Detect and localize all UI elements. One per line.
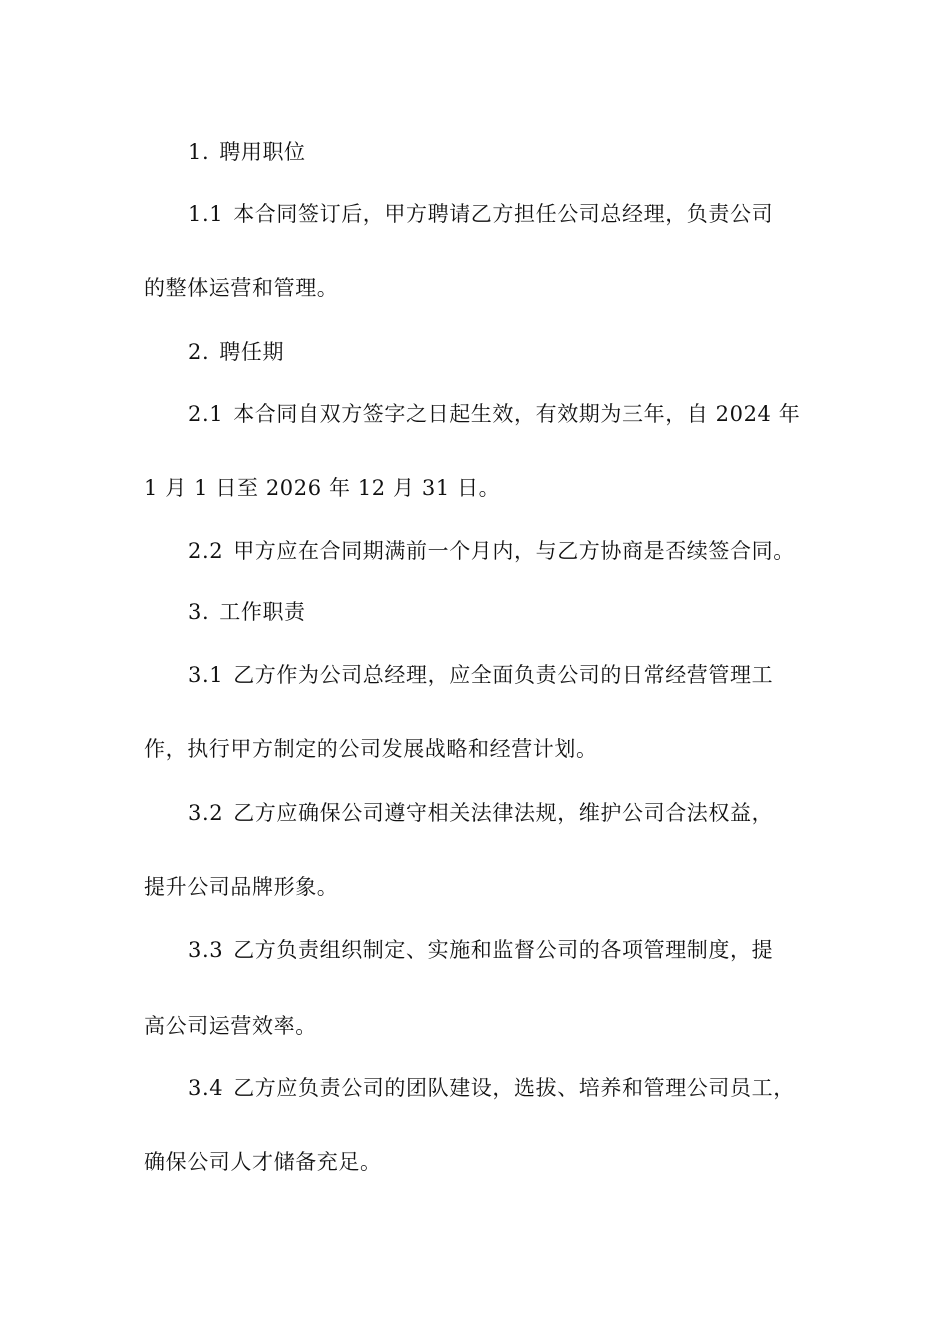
clause-1-1-line-1 xyxy=(188,200,773,228)
section-number: 2. xyxy=(188,340,210,364)
clause-2-2-line-1 xyxy=(188,537,795,565)
clause-1-1-line-2: 的整体运营和管理。 xyxy=(144,276,339,300)
clause-text: 乙方应负责公司的团队建设，选拔、培养和管理公司员工， xyxy=(233,1076,795,1100)
clause-text: 本合同签订后，甲方聘请乙方担任公司总经理，负责公司 xyxy=(233,202,774,226)
section-title: 聘用职位 xyxy=(219,140,306,164)
section-number: 1. xyxy=(188,140,210,164)
section-heading-3 xyxy=(188,598,306,626)
clause-text: 乙方应确保公司遵守相关法律法规，维护公司合法权益， xyxy=(233,801,774,825)
section-heading-1 xyxy=(188,138,306,166)
clause-number: 2.1 xyxy=(188,402,224,426)
section-heading-2 xyxy=(188,338,284,366)
clause-number: 2.2 xyxy=(188,539,224,563)
clause-number: 1.1 xyxy=(188,202,224,226)
clause-text: 乙方负责组织制定、实施和监督公司的各项管理制度，提 xyxy=(233,938,774,962)
clause-2-1-line-2: 1 月 1 日至 2026 年 12 月 31 日。 xyxy=(144,476,501,500)
clause-text: 本合同自双方签字之日起生效，有效期为三年，自 2024 年 xyxy=(233,402,801,426)
clause-3-3-line-2: 高公司运营效率。 xyxy=(144,1014,317,1038)
clause-3-4-line-1 xyxy=(188,1074,795,1102)
clause-3-1-line-1 xyxy=(188,661,773,689)
section-title: 工作职责 xyxy=(219,600,306,624)
clause-3-2-line-2: 提升公司品牌形象。 xyxy=(144,875,339,899)
clause-2-1-line-1 xyxy=(188,400,800,428)
section-number: 3. xyxy=(188,600,210,624)
clause-3-1-line-2: 作，执行甲方制定的公司发展战略和经营计划。 xyxy=(144,737,598,761)
clause-text: 甲方应在合同期满前一个月内，与乙方协商是否续签合同。 xyxy=(233,539,795,563)
clause-3-2-line-1 xyxy=(188,799,773,827)
clause-3-3-line-1 xyxy=(188,936,773,964)
clause-number: 3.4 xyxy=(188,1076,224,1100)
clause-number: 3.3 xyxy=(188,938,224,962)
clause-number: 3.2 xyxy=(188,801,224,825)
section-title: 聘任期 xyxy=(219,340,285,364)
clause-3-4-line-2: 确保公司人才储备充足。 xyxy=(144,1150,382,1174)
clause-text: 乙方作为公司总经理，应全面负责公司的日常经营管理工 xyxy=(233,663,774,687)
clause-number: 3.1 xyxy=(188,663,224,687)
